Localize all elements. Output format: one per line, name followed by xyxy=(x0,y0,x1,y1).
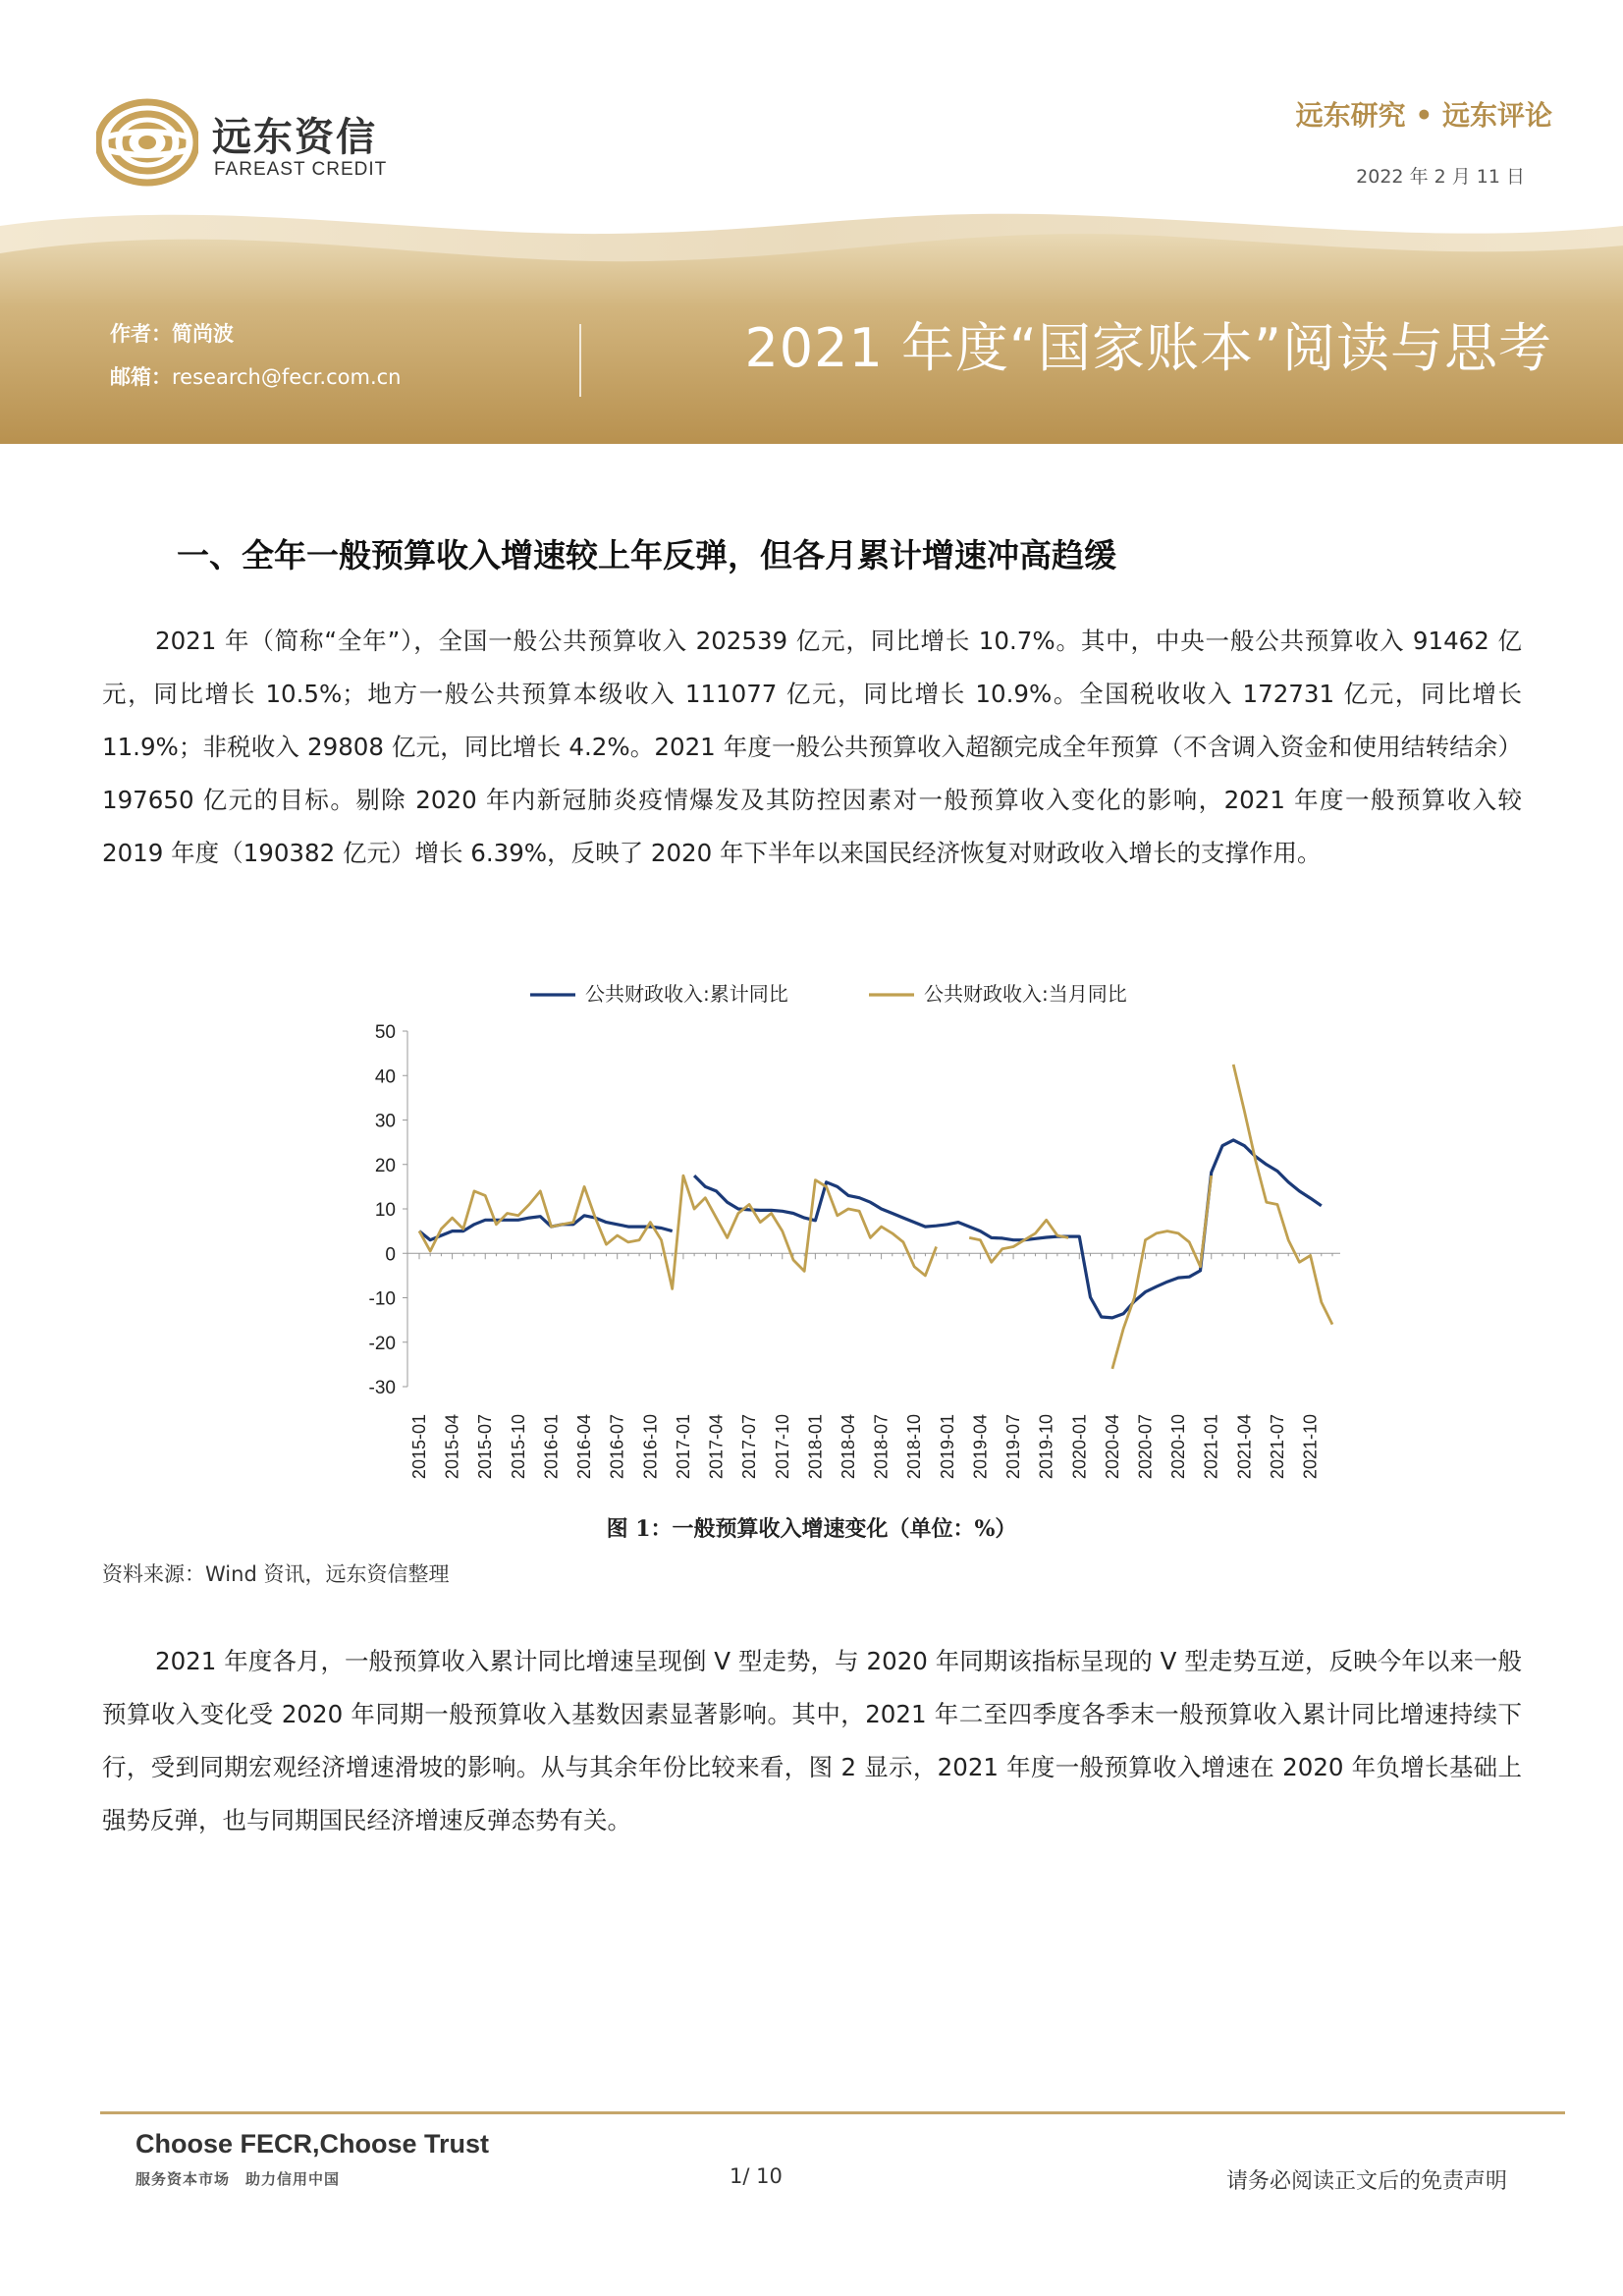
x-tick-label: 2017-01 xyxy=(673,1414,693,1480)
disclaimer-notice[interactable]: 请务必阅读正文后的免责声明 xyxy=(1225,2169,1507,2194)
y-tick-label: 20 xyxy=(374,1155,396,1176)
series-line-monthly xyxy=(419,1065,1332,1369)
report-series: 远东研究 • 远东评论 xyxy=(1295,99,1552,132)
legend-label: 公共财政收入:累计同比 xyxy=(585,982,788,1006)
y-tick-label: 30 xyxy=(374,1111,396,1132)
x-tick-label: 2021-10 xyxy=(1300,1414,1321,1480)
figure-source: 资料来源：Wind 资讯，远东资信整理 xyxy=(102,1562,450,1586)
series-line-cumulative xyxy=(419,1140,1322,1318)
y-tick-label: -30 xyxy=(368,1378,396,1398)
x-tick-label: 2016-10 xyxy=(640,1414,661,1480)
y-tick-label: 40 xyxy=(374,1066,396,1088)
x-tick-label: 2021-07 xyxy=(1267,1414,1287,1480)
y-tick-label: 50 xyxy=(374,1022,396,1043)
y-tick-label: -20 xyxy=(368,1333,396,1354)
x-tick-label: 2017-04 xyxy=(706,1414,727,1480)
email-line xyxy=(110,361,401,391)
legend-label: 公共财政收入:当月同比 xyxy=(924,982,1127,1006)
report-date: 2022 年 2 月 11 日 xyxy=(1356,166,1525,188)
line-chart xyxy=(334,974,1355,1504)
x-tick-label: 2019-01 xyxy=(937,1414,957,1480)
y-tick-label: 0 xyxy=(385,1244,396,1266)
fareast-credit-logo-icon xyxy=(96,98,198,187)
x-tick-label: 2015-07 xyxy=(475,1414,496,1480)
x-tick-label: 2020-10 xyxy=(1168,1414,1189,1480)
x-tick-label: 2015-04 xyxy=(442,1414,462,1480)
x-tick-label: 2019-04 xyxy=(970,1414,991,1480)
x-tick-label: 2016-04 xyxy=(574,1414,595,1480)
brand-name-cn: 远东资信 xyxy=(212,115,377,160)
x-tick-label: 2019-10 xyxy=(1036,1414,1056,1480)
x-tick-label: 2021-01 xyxy=(1201,1414,1221,1480)
footer-slogan: Choose FECR,Choose Trust xyxy=(135,2129,490,2159)
x-tick-label: 2018-04 xyxy=(838,1414,858,1480)
x-tick-label: 2020-01 xyxy=(1069,1414,1090,1480)
x-tick-label: 2015-01 xyxy=(409,1414,429,1480)
y-tick-label: 10 xyxy=(374,1200,396,1221)
figure-caption: 图 1：一般预算收入增速变化（单位：%） xyxy=(606,1516,1017,1542)
email-link[interactable]: research@fecr.com.cn xyxy=(172,365,402,389)
x-tick-label: 2017-10 xyxy=(772,1414,792,1480)
x-tick-label: 2018-07 xyxy=(871,1414,892,1480)
x-tick-label: 2016-01 xyxy=(541,1414,562,1480)
email-label: 邮箱： xyxy=(110,364,172,389)
footer-divider xyxy=(100,2111,1565,2114)
paragraph-2: 2021 年度各月，一般预算收入累计同比增速呈现倒 V 型走势，与 2020 年同期该指标呈现的 V 型走势互逆，反映今年以来一般预算收入变化受 2020 年同期一般预算收入基数因素显著影响。其中，2021 年二至四季度各季末一般预算收入累计同比增速持续下行，受到同期宏观经济增速滑坡的影响。从与其余年份比较来看，图 2 显示，2021 年度一般预算收入增速在 2020 年负增长基础上强势反弹，也与同期国民经济增速反弹态势有关。 xyxy=(102,1647,1522,1834)
x-tick-label: 2019-07 xyxy=(1003,1414,1024,1480)
x-tick-label: 2016-07 xyxy=(607,1414,627,1480)
x-tick-label: 2021-04 xyxy=(1234,1414,1255,1480)
document-title: 2021 年度“国家账本”阅读与思考 xyxy=(744,317,1552,379)
section-heading: 一、全年一般预算收入增速较上年反弹，但各月累计增速冲高趋缓 xyxy=(177,536,1116,574)
x-tick-label: 2020-04 xyxy=(1102,1414,1122,1480)
x-tick-label: 2015-10 xyxy=(508,1414,528,1480)
y-tick-label: -10 xyxy=(368,1288,396,1310)
x-tick-label: 2018-01 xyxy=(805,1414,826,1480)
banner-divider xyxy=(579,324,581,397)
paragraph-1: 2021 年（简称“全年”），全国一般公共预算收入 202539 亿元，同比增长 10.7%。其中，中央一般公共预算收入 91462 亿元，同比增长 10.5%；地方一般公共预算本级收入 111077 亿元，同比增长 10.9%。全国税收收入 172731 亿元，同比增长 11.9%；非税收入 29808 亿元，同比增长 4.2%。2021 年度一般公共预算收入超额完成全年预算（不含调入资金和使用结转结余）197650 亿元的目标。剔除 2020 年内新冠肺炎疫情爆发及其防控因素对一般预算收入变化的影响，2021 年度一般预算收入较 2019 年度（190382 亿元）增长 6.39%，反映了 2020 年下半年以来国民经济恢复对财政收入增长的支撑作用。 xyxy=(102,627,1522,867)
page-number: 1/ 10 xyxy=(730,2164,783,2188)
x-tick-label: 2020-07 xyxy=(1135,1414,1156,1480)
figure-1-chart xyxy=(334,974,1355,1504)
author-label: 作者：简尚波 xyxy=(110,321,234,346)
footer-tagline: 服务资本市场 助力信用中国 xyxy=(135,2170,341,2188)
brand-name-en: FAREAST CREDIT xyxy=(214,159,388,180)
x-tick-label: 2017-07 xyxy=(739,1414,760,1480)
x-tick-label: 2018-10 xyxy=(904,1414,925,1480)
